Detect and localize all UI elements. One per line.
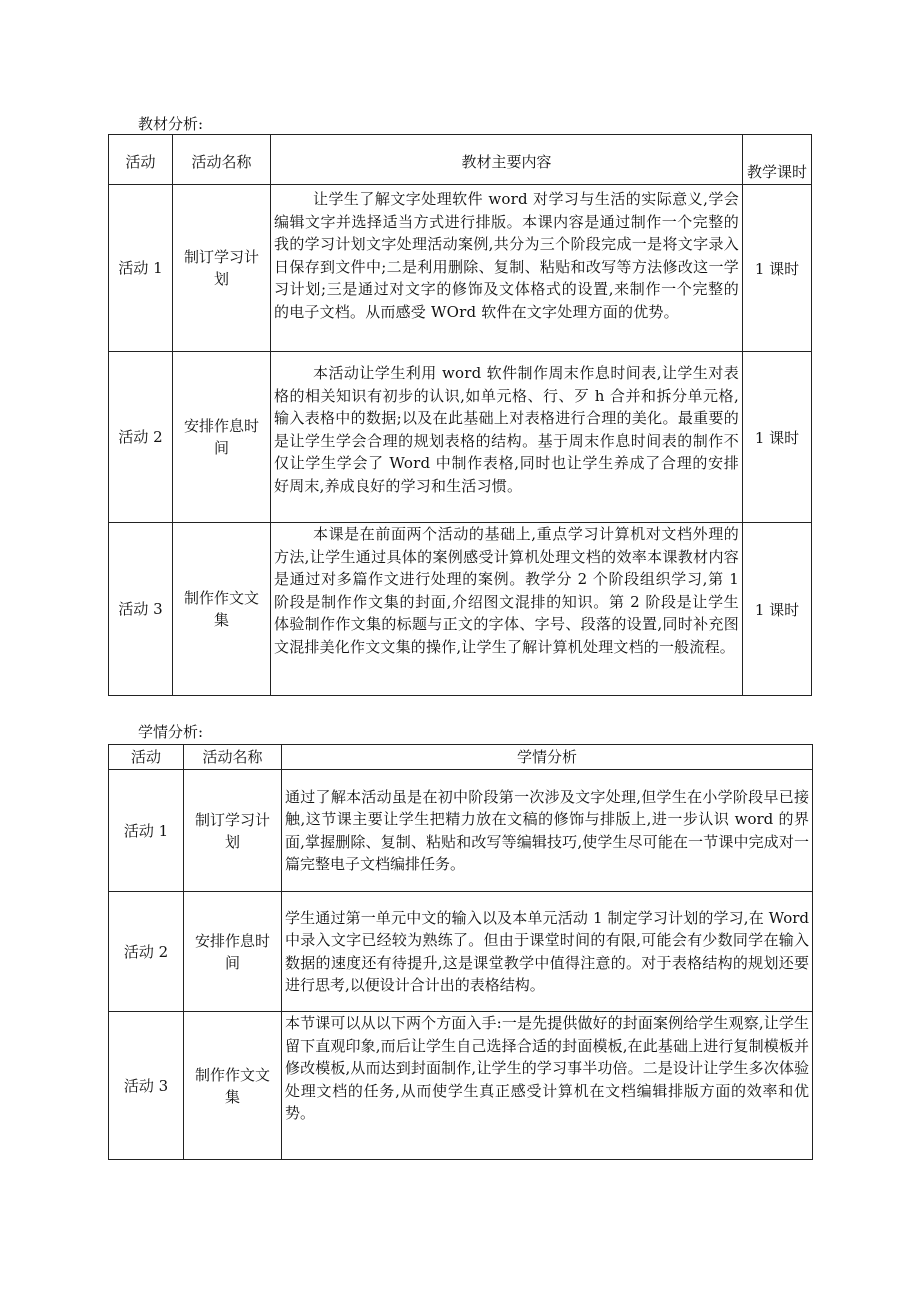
activity-name-cell: 制作作文文集 <box>173 523 271 696</box>
analysis-cell: 通过了解本活动虽是在初中阶段第一次涉及文字处理,但学生在小学阶段早已接触,这节课主要让学生把精力放在文稿的修饰与排版上,进一步认识 word 的界面,掌握删除、复制、粘贴和改写等编辑技巧,使学生尽可能在一节课中完成对一篇完整电子文档编排任务。 <box>282 770 813 892</box>
activity-cell: 活动 1 <box>109 770 184 892</box>
hours-cell: 1 课时 <box>743 352 812 523</box>
table-row <box>109 523 812 696</box>
table-row <box>109 770 813 892</box>
header-learner-analysis: 学情分析 <box>282 745 813 770</box>
learner-analysis-label: 学情分析: <box>138 723 204 741</box>
hours-cell: 1 课时 <box>743 185 812 352</box>
header-teaching-hours: 教学课时 <box>743 135 812 185</box>
header-main-content: 教材主要内容 <box>271 135 743 185</box>
activity-cell: 活动 2 <box>109 892 184 1012</box>
content-cell: 本课是在前面两个活动的基础上,重点学习计算机对文档外理的方法,让学生通过具体的案例感受计算机处理文档的效率本课教材内容是通过对多篇作文进行处理的案例。教学分 2 个阶段组织学习,第 1 阶段是制作作文集的封面,介绍图文混排的知识。第 2 阶段是让学生体验制作作文集的标题与正文的字体、字号、段落的设置,同时补充图文混排美化作文文集的操作,让学生了解计算机处理文档的一般流程。 <box>271 523 743 696</box>
content-cell: 让学生了解文字处理软件 word 对学习与生活的实际意义,学会编辑文字并选择适当方式进行排版。本课内容是通过制作一个完整的我的学习计划文字处理活动案例,共分为三个阶段完成一是将文字录入日保存到文件中;二是利用删除、复制、粘贴和改写等方法修改这一学习计划;三是通过对文字的修饰及文体格式的设置,来制作一个完整的的电子文档。从而感受 WOrd 软件在文字处理方面的优势。 <box>271 185 743 352</box>
header-activity-name: 活动名称 <box>173 135 271 185</box>
table-row <box>109 892 813 1012</box>
activity-cell: 活动 1 <box>109 185 173 352</box>
table-row <box>109 352 812 523</box>
activity-cell: 活动 3 <box>109 523 173 696</box>
activity-name-cell: 安排作息时间 <box>173 352 271 523</box>
table-row <box>109 1012 813 1160</box>
table-row <box>109 185 812 352</box>
activity-name-cell: 制订学习计划 <box>184 770 282 892</box>
hours-cell: 1 课时 <box>743 523 812 696</box>
activity-cell: 活动 2 <box>109 352 173 523</box>
activity-cell: 活动 3 <box>109 1012 184 1160</box>
material-analysis-table <box>108 134 812 696</box>
learner-analysis-table <box>108 744 813 1160</box>
activity-name-cell: 制作作文文集 <box>184 1012 282 1160</box>
analysis-cell: 本节课可以从以下两个方面入手:一是先提供做好的封面案例给学生观察,让学生留下直观印象,而后让学生自己选择合适的封面模板,在此基础上进行复制模板并修改模板,从而达到封面制作,让学生的学习事半功倍。二是设计让学生多次体验处理文档的任务,从而使学生真正感受计算机在文档编辑排版方面的效率和优势。 <box>282 1012 813 1160</box>
header-activity-name: 活动名称 <box>184 745 282 770</box>
activity-name-cell: 安排作息时间 <box>184 892 282 1012</box>
table-header-row <box>109 135 812 185</box>
header-activity: 活动 <box>109 745 184 770</box>
material-analysis-label: 教材分析: <box>138 115 204 133</box>
header-activity: 活动 <box>109 135 173 185</box>
table-header-row <box>109 745 813 770</box>
content-cell: 本活动让学生利用 word 软件制作周末作息时间表,让学生对表格的相关知识有初步的认识,如单元格、行、歹 h 合并和拆分单元格,输入表格中的数据;以及在此基础上对表格进行合理的美化。最重要的是让学生学会合理的规划表格的结构。基于周末作息时间表的制作不仅让学生学会了 Word 中制作表格,同时也让学生养成了合理的安排好周末,养成良好的学习和生活习惯。 <box>271 352 743 523</box>
analysis-cell: 学生通过第一单元中文的输入以及本单元活动 1 制定学习计划的学习,在 Word 中录入文字已经较为熟练了。但由于课堂时间的有限,可能会有少数同学在输入数据的速度还有待提升,这是课堂教学中值得注意的。对于表格结构的规划还要进行思考,以便设计合计出的表格结构。 <box>282 892 813 1012</box>
activity-name-cell: 制订学习计划 <box>173 185 271 352</box>
